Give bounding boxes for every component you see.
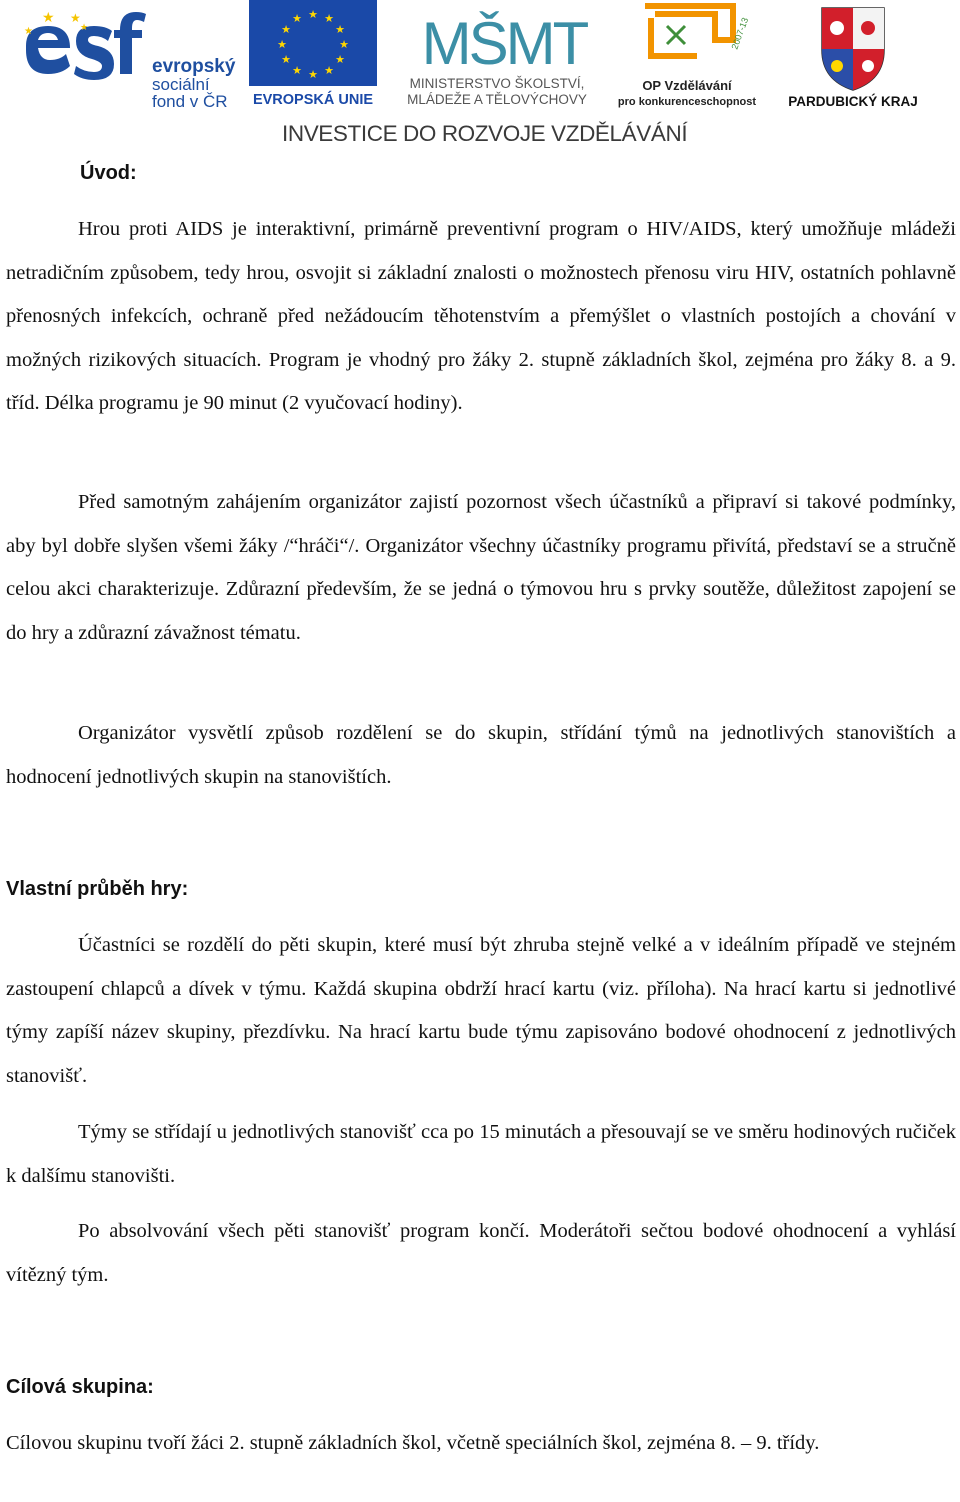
msmt-line-2: MLÁDEŽE A TĚLOVÝCHOVY — [407, 92, 587, 107]
svg-text:★: ★ — [308, 68, 318, 81]
svg-text:★: ★ — [70, 11, 81, 25]
svg-text:★: ★ — [339, 38, 349, 51]
msmt-logo — [386, 0, 608, 110]
investice-tagline: INVESTICE DO ROZVOJE VZDĚLÁVÁNÍ — [282, 121, 688, 146]
section-title-uvod: Úvod: — [80, 162, 137, 184]
paragraph-prubeh-1: Účastníci se rozdělí do pěti skupin, které musí být zhruba stejně velké a v ideálním případě ve stejném zastoupení chlapců a dívek v týmu. Každá skupina obdrží hrací kartu (viz. příloha). Na hrací kartu si jednotlivé týmy zapíší název skupiny, přezdívku. Na hrací kartu bude týmu zapisováno bodové ohodnocení z jednotlivých stanovišť. — [6, 934, 956, 1087]
esf-line-2: sociální — [152, 75, 210, 94]
svg-text:★: ★ — [308, 8, 318, 21]
svg-text:★: ★ — [42, 10, 55, 26]
header-logos — [0, 0, 960, 150]
eu-caption: EVROPSKÁ UNIE — [252, 92, 374, 108]
paragraph-uvod-2: Před samotným zahájením organizátor zajistí pozornost všech účastníků a připraví si takové podmínky, aby byl dobře slyšen všemi žáky /“hráči“/. Organizátor všechny účastníky programu přivítá, představí se a stručně celou akci charakterizuje. Zdůrazní především, že se jedná o týmovou hru s prvky soutěže, důležitost zapojení se do hry a zdůrazní závažnost tématu. — [6, 491, 956, 644]
svg-text:★: ★ — [281, 53, 291, 66]
section-title-skupina: Cílová skupina: — [6, 1376, 154, 1398]
section-title-prubeh: Vlastní průběh hry: — [6, 878, 189, 900]
paragraph-uvod-3: Organizátor vysvětlí způsob rozdělení se do skupin, střídání týmů na jednotlivých stanovištích a hodnocení jednotlivých skupin na stanovištích. — [6, 722, 956, 788]
svg-text:★: ★ — [292, 12, 302, 25]
esf-logo — [20, 8, 250, 108]
op-line-1: OP Vzdělávání — [642, 78, 732, 93]
svg-text:★: ★ — [277, 38, 287, 51]
op-line-2: pro konkurenceschopnost — [617, 96, 757, 108]
msmt-line-1: MINISTERSTVO ŠKOLSTVÍ, — [409, 76, 585, 91]
paragraph-prubeh-3: Po absolvování všech pěti stanovišť program končí. Moderátoři sečtou bodové ohodnocení a vyhlásí vítězný tým. — [6, 1220, 956, 1286]
kraj-caption: PARDUBICKÝ KRAJ — [788, 94, 918, 109]
esf-line-1: evropský — [152, 56, 236, 77]
svg-text:★: ★ — [324, 12, 334, 25]
eu-flag-logo — [249, 0, 377, 110]
svg-text:★: ★ — [80, 23, 89, 33]
svg-text:★: ★ — [281, 23, 291, 36]
paragraph-skupina-1: Cílovou skupinu tvoří žáci 2. stupně základních škol, včetně speciálních škol, zejména 8. – 9. třídy. — [6, 1432, 820, 1454]
svg-text:★: ★ — [292, 64, 302, 77]
esf-line-3: fond v ČR — [152, 92, 228, 108]
esf-mark — [24, 10, 146, 80]
op-logo — [615, 0, 760, 110]
pardubicky-kraj-coat-of-arms — [778, 0, 928, 110]
op-badge: 2007-13 — [729, 16, 751, 51]
svg-text:★: ★ — [335, 23, 345, 36]
msmt-mark: MŠMT — [421, 10, 587, 77]
svg-text:★: ★ — [24, 26, 33, 37]
paragraph-prubeh-2: Týmy se střídají u jednotlivých stanovišť cca po 15 minutách a přesouvají se ve směru hodinových ručiček k dalšímu stanovišti. — [6, 1121, 956, 1187]
svg-text:★: ★ — [335, 53, 345, 66]
svg-text:★: ★ — [324, 64, 334, 77]
paragraph-uvod-1: Hrou proti AIDS je interaktivní, primárně preventivní program o HIV/AIDS, který umožňuje mládeži netradičním způsobem, tedy hrou, osvojit si základní znalosti o možnostech přenosu viru HIV, ostatních pohlavně přenosných infekcích, ochraně před nežádoucím těhotenstvím a přemýšlet o vlastních postojích a chování v možných rizikových situacích. Program je vhodný pro žáky 2. stupně základních škol, zejména pro žáky 8. a 9. tříd. Délka programu je 90 minut (2 vyučovací hodiny). — [6, 218, 956, 414]
